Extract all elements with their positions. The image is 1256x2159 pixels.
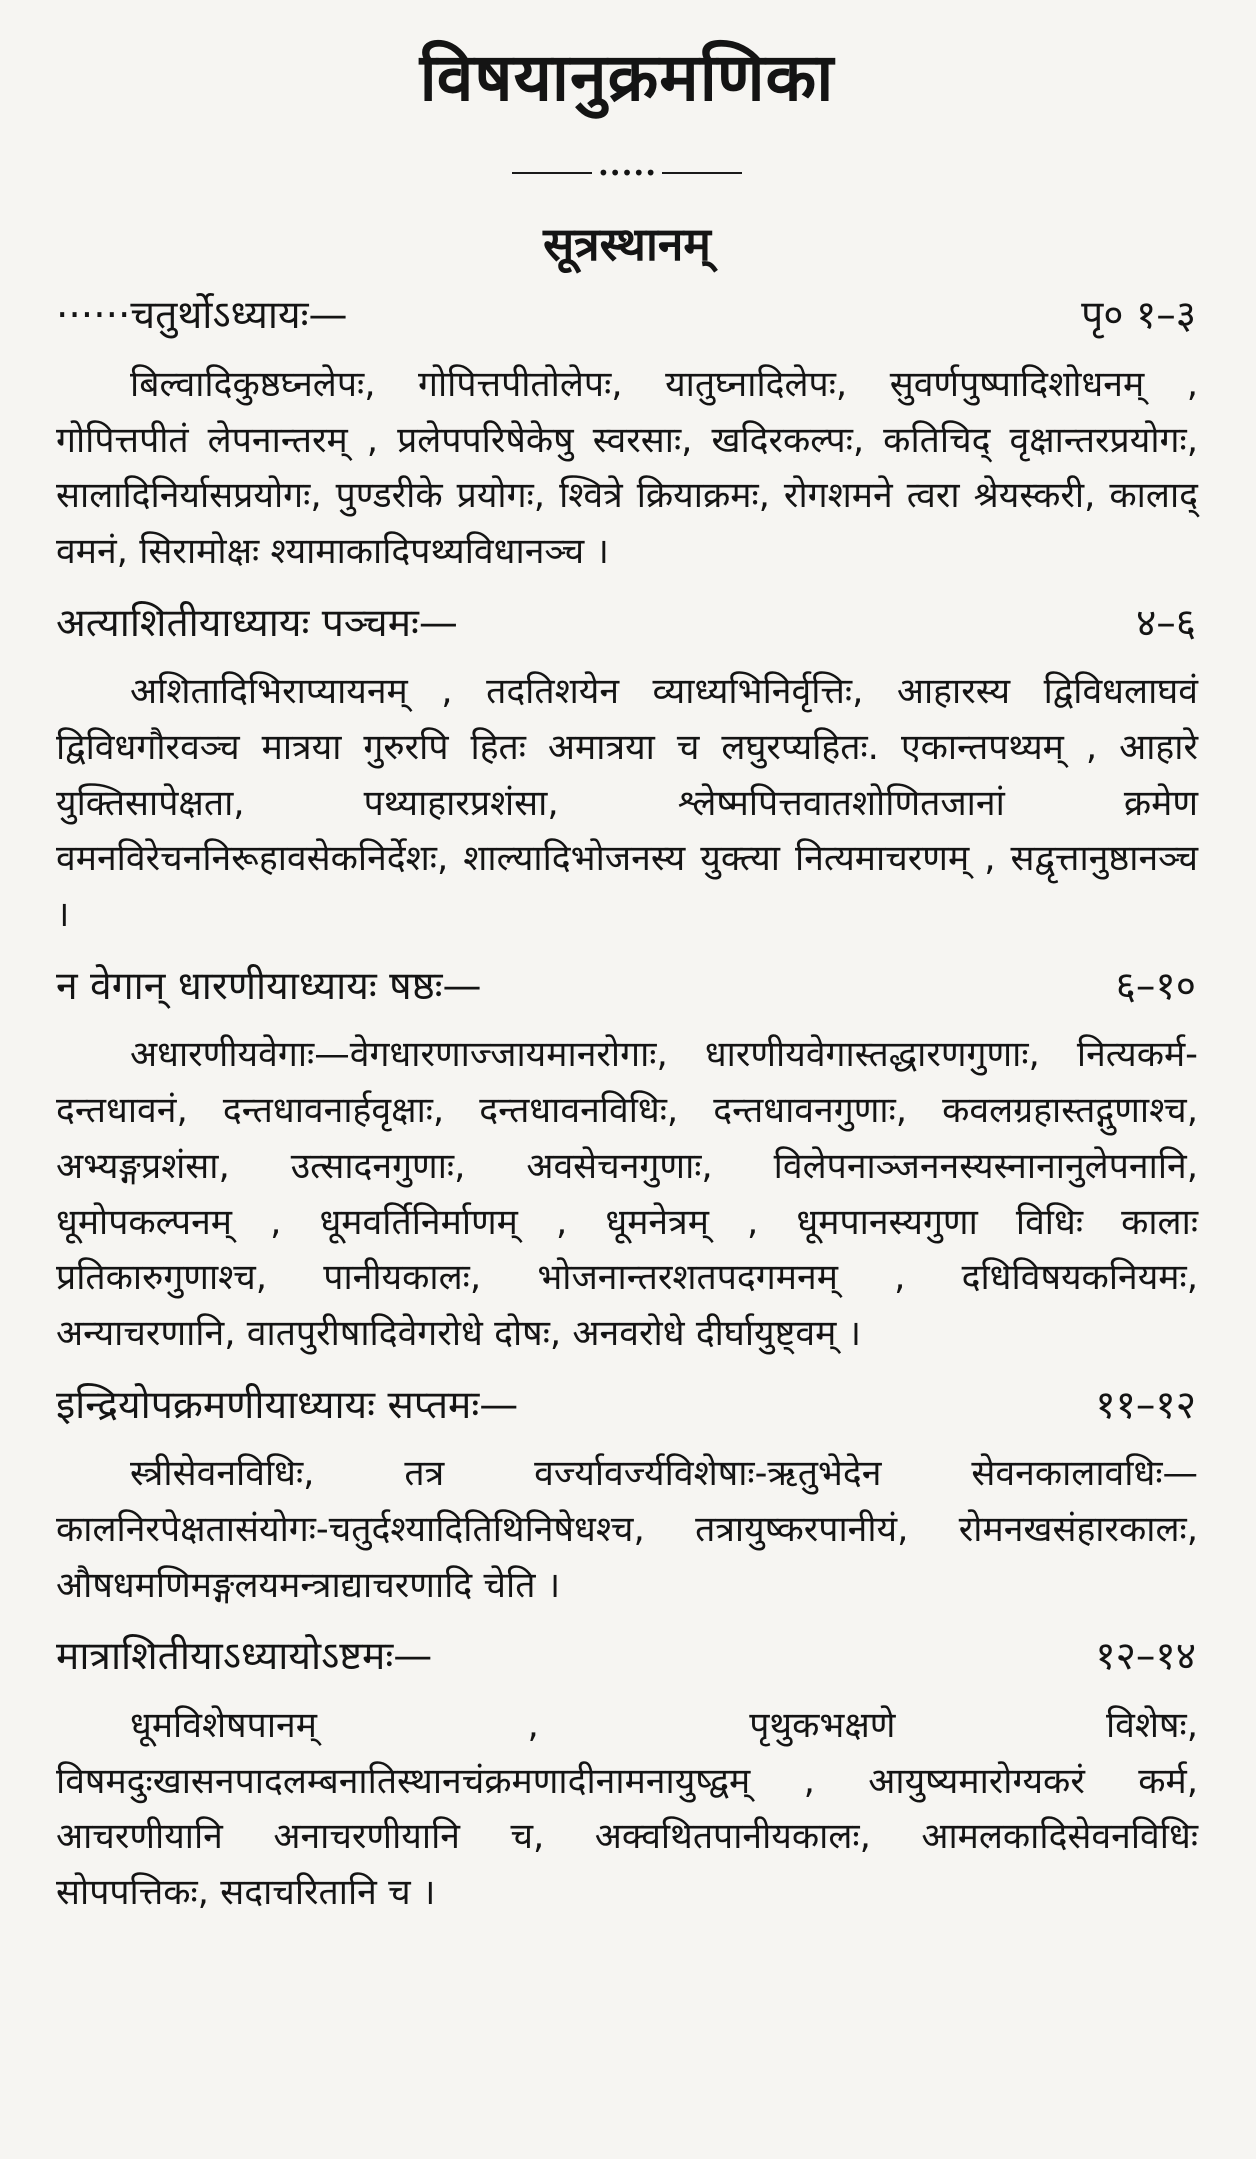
chapter-heading-row — [56, 1627, 1198, 1687]
chapter-entry — [56, 957, 1198, 1362]
chapter-heading: इन्द्रियोपक्रमणीयाध्यायः सप्तमः— — [56, 1382, 519, 1428]
chapter-heading-row — [56, 594, 1198, 654]
chapter-contents: स्त्रीसेवनविधिः, तत्र वर्ज्यावर्ज्यविशेषाः-ऋतुभेदेन सेवनकालावधिः—कालनिरपेक्षतासंयोगः-चतुर्दश्यादितिथिनिषेधश्च, तत्रायुष्करपानीयं, रोमनखसंहारकालः, औषधमणिमङ्गलयमन्त्राद्याचरणादि चेति । — [56, 1453, 1198, 1606]
section-title: सूत्रस्थानम् — [543, 217, 711, 272]
ornament-line-left — [512, 172, 592, 174]
chapter-contents: अशितादिभिराप्यायनम् , तदतिशयेन व्याध्यभिनिर्वृत्तिः, आहारस्य द्विविधलाघवं द्विविधगौरवञ्च मात्रया गुरुरपि हितः अमात्रया च लघुरप्यहितः. एकान्तपथ्यम् , आहारे युक्तिसापेक्षता, पथ्याहारप्रशंसा, श्लेष्मपित्तवातशोणितजानां क्रमेण वमनविरेचननिरूहावसेकनिर्देशः, शाल्यादिभोजनस्य युक्त्या नित्यमाचरणम् , सद्वृत्तानुष्ठानञ्च । — [56, 671, 1198, 936]
chapter-heading-row — [56, 1376, 1198, 1436]
chapter-heading-row — [56, 286, 1198, 346]
chapter-contents: धूमविशेषपानम् , पृथुकभक्षणे विशेषः, विषमदुःखासनपादलम्बनातिस्थानचंक्रमणादीनामनायुष्द्वम् , आयुष्यमारोग्यकरं कर्म, आचरणीयानि अनाचरणीयानि च, अक्वथितपानीयकालः, आमलकादिसेवनविधिः सोपपत्तिकः, सदाचरितानि च । — [56, 1704, 1198, 1913]
chapter-heading: न वेगान् धारणीयाध्यायः षष्ठः— — [56, 963, 482, 1009]
chapter-heading: अत्याशितीयाध्यायः पञ्चमः— — [56, 600, 458, 646]
chapter-entry — [56, 286, 1198, 579]
chapter-page-range: ४–६ — [1135, 600, 1196, 646]
chapter-page-range: १२–१४ — [1095, 1634, 1196, 1680]
chapter-contents: अधारणीयवेगाः—वेगधारणाज्जायमानरोगाः, धारणीयवेगास्तद्धारणगुणाः, नित्यकर्म-दन्तधावनं, दन्तधावनार्हवृक्षाः, दन्तधावनविधिः, दन्तधावनगुणाः, कवलग्रहास्तद्गुणाश्च, अभ्यङ्गप्रशंसा, उत्सादनगुणाः, अवसेचनगुणाः, विलेपनाञ्जननस्यस्नानानुलेपनानि, धूमोपकल्पनम् , धूमवर्तिनिर्माणम् , धूमनेत्रम् , धूमपानस्यगुणा विधिः कालाः प्रतिकारुगुणाश्च, पानीयकालः, भोजनान्तरशतपदगमनम् , दधिविषयकनियमः, अन्याचरणानि, वातपुरीषादिवेगरोधे दोषः, अनवरोधे दीर्घायुष्ट्वम् । — [56, 1034, 1198, 1354]
ornament-knot: ••••• — [597, 161, 657, 186]
chapter-page-range: ११–१२ — [1095, 1382, 1196, 1428]
chapter-heading-row — [56, 957, 1198, 1017]
chapter-entry — [56, 594, 1198, 943]
chapter-page-range: पृ० १–३ — [1081, 293, 1196, 339]
ornament-line-right — [662, 172, 742, 174]
chapter-heading: मात्राशितीयाऽध्यायोऽष्टमः— — [56, 1634, 433, 1680]
page-title: विषयानुक्रमणिका — [419, 39, 835, 116]
chapter-heading: ······चतुर्थोऽध्यायः— — [56, 293, 348, 339]
chapter-page-range: ६–१० — [1115, 963, 1196, 1009]
chapter-entry — [56, 1627, 1198, 1920]
chapter-entry — [56, 1376, 1198, 1614]
title-ornament — [56, 161, 1198, 186]
chapter-contents: बिल्वादिकुष्ठघ्नलेपः, गोपित्तपीतोलेपः, यातुघ्नादिलेपः, सुवर्णपुष्पादिशोधनम् , गोपित्तपीतं लेपनान्तरम् , प्रलेपपरिषेकेषु स्वरसाः, खदिरकल्पः, कतिचिद् वृक्षान्तरप्रयोगः, सालादिनिर्यासप्रयोगः, पुण्डरीके प्रयोगः, श्वित्रे क्रियाक्रमः, रोगशमने त्वरा श्रेयस्करी, कालाद् वमनं, सिरामोक्षः श्यामाकादिपथ्यविधानञ्च । — [56, 363, 1198, 573]
